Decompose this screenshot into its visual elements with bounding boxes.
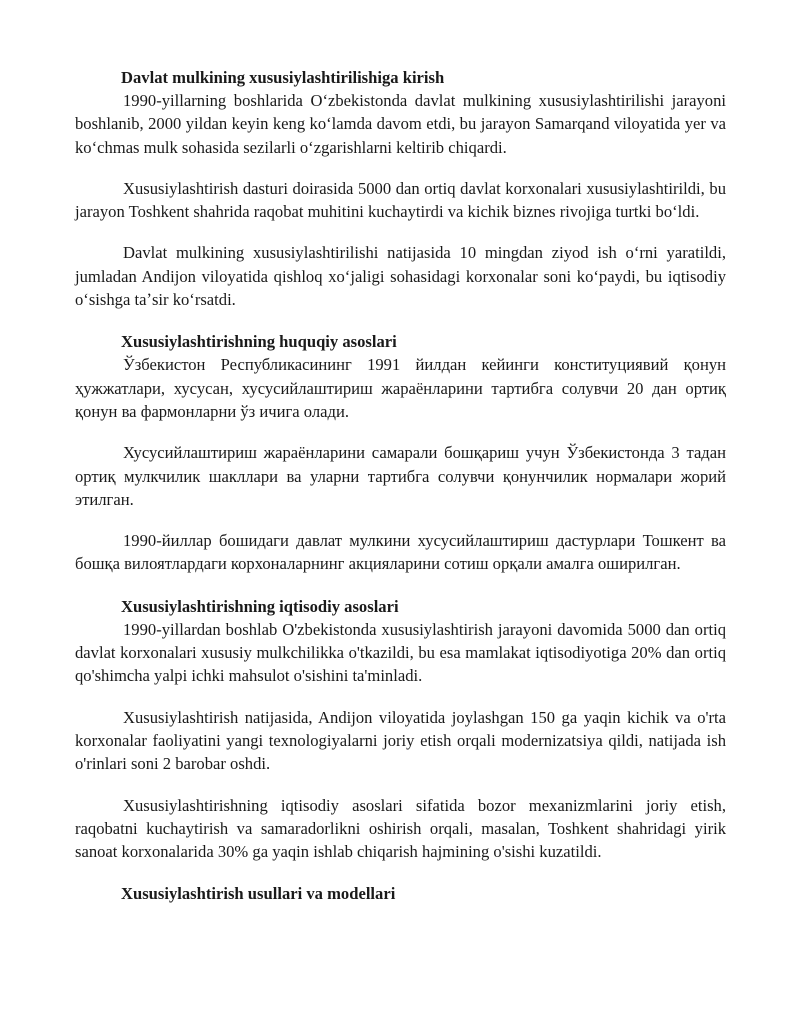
paragraph: Хусусийлаштириш жараёнларини самарали бошқариш учун Ўзбекистонда 3 тадан ортиқ мулкчилик шакллари ва уларни тартибга солувчи қонунчилик нормалари жорий этилган. xyxy=(75,443,726,509)
paragraph: Ўзбекистон Республикасининг 1991 йилдан кейинги конституциявий қонун ҳужжатлари, хусусан, хусусийлаштириш жараёнларини тартибга солувчи 20 дан ортиқ қонун ва фармонларни ўз ичига олади. xyxy=(75,355,726,421)
paragraph: 1990-yillardan boshlab O'zbekistonda xususiylashtirish jarayoni davomida 5000 dan ortiq davlat korxonalari xususiy mulkchilikka o'tkazildi, bu esa mamlakat iqtisodiyotiga 20% dan ortiq qo'shimcha yalpi ichki mahsulot o'sishini ta'minladi. xyxy=(75,619,726,686)
section-methods-models xyxy=(75,882,726,905)
paragraph: Davlat mulkining xususiylashtirilishi natijasida 10 mingdan ziyod ish oʻrni yaratildi, jumladan Andijon viloyatida qishloq xoʻjaligi sohasidagi korxonalar soni koʻpaydi, bu iqtisodiy oʻsishga taʼsir koʻrsatdi. xyxy=(75,243,726,310)
section-heading: Xususiylashtirishning iqtisodiy asoslari xyxy=(121,596,399,616)
section-privatization-intro xyxy=(75,66,726,311)
paragraph: Xususiylashtirishning iqtisodiy asoslari sifatida bozor mexanizmlarini joriy etish, raqobatni kuchaytirish va samaradorlikni oshirish orqali, masalan, Toshkent shahridagi yirik sanoat korxonalarida 30% ga yaqin ishlab chiqarish hajmining o'sishi kuzatildi. xyxy=(75,795,726,862)
section-heading: Davlat mulkining xususiylashtirilishiga kirish xyxy=(121,68,445,87)
paragraph: Xususiylashtirish natijasida, Andijon viloyatida joylashgan 150 ga yaqin kichik va o'rta korxonalar faoliyatini yangi texnologiyalarni joriy etish orqali modernizatsiya qildi, natijada ish o'rinlari soni 2 barobar oshdi. xyxy=(75,707,726,774)
section-economic-basis xyxy=(75,595,726,864)
paragraph: 1990-yillarning boshlarida Oʻzbekistonda davlat mulkining xususiylashtirilishi jarayoni boshlanib, 2000 yildan keyin keng koʻlamda davom etdi, bu jarayon Samarqand viloyatida yer va koʻchmas mulk sohasida sezilarli oʻzgarishlarni keltirib chiqardi. xyxy=(75,91,726,157)
paragraph: Xususiylashtirish dasturi doirasida 5000 dan ortiq davlat korxonalari xususiylashtirildi, bu jarayon Toshkent shahrida raqobat muhitini kuchaytirdi va kichik biznes rivojiga turtki boʻldi. xyxy=(75,178,726,222)
section-legal-basis xyxy=(75,330,726,575)
paragraph: 1990-йиллар бошидаги давлат мулкини хусусийлаштириш дастурлари Тошкент ва бошқа вилоятлардаги корхоналарнинг акцияларини сотиш орқали амалга оширилган. xyxy=(75,531,726,574)
section-heading: Xususiylashtirish usullari va modellari xyxy=(121,884,396,904)
document-page xyxy=(75,66,726,905)
section-heading: Xususiylashtirishning huquqiy asoslari xyxy=(121,332,397,352)
